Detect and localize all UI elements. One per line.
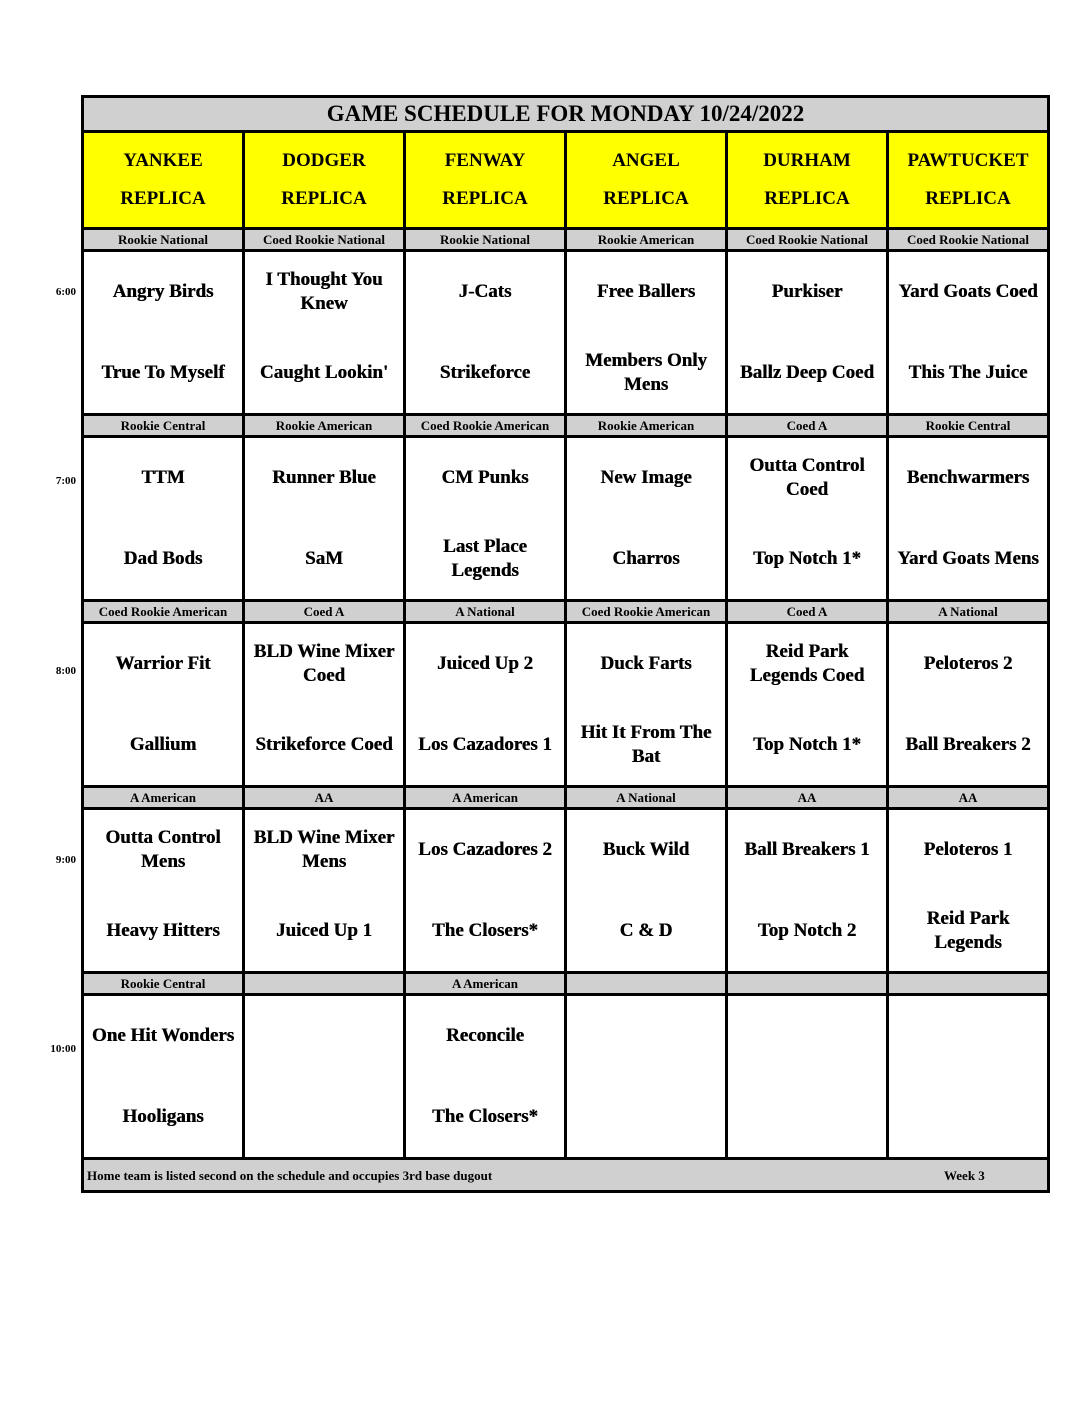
home-team: Strikeforce Coed	[255, 733, 393, 755]
game-cell	[567, 624, 725, 785]
game-row	[84, 996, 1047, 1157]
away-team	[567, 996, 725, 1077]
home-team: Gallium	[129, 733, 197, 755]
home-team: True To Myself	[101, 361, 225, 383]
division-label: AA	[889, 788, 1047, 807]
away-team: One Hit Wonders	[91, 1025, 235, 1047]
away-team: Angry Birds	[112, 281, 214, 303]
away-team	[728, 996, 886, 1077]
division-label	[889, 974, 1047, 993]
game-cell	[245, 810, 403, 971]
division-label: Rookie American	[567, 230, 725, 249]
home-team: Ball Breakers 2	[905, 733, 1031, 755]
week-label: Week 3	[944, 1168, 985, 1183]
away-team: Reconcile	[445, 1025, 525, 1047]
division-label: Rookie Central	[889, 416, 1047, 435]
away-team: J-Cats	[458, 281, 512, 303]
home-team: Los Cazadores 1	[418, 733, 552, 755]
game-row	[84, 438, 1047, 599]
game-cell	[728, 996, 886, 1157]
home-team: Caught Lookin'	[259, 361, 389, 383]
home-team: Charros	[612, 547, 680, 569]
division-label: A American	[406, 974, 564, 993]
away-team: I Thought You Knew	[265, 269, 383, 315]
field-subtitle: REPLICA	[281, 188, 367, 209]
division-label	[728, 974, 886, 993]
game-cell	[728, 252, 886, 413]
home-team: This The Juice	[908, 361, 1028, 383]
home-team: Juiced Up 1	[275, 919, 373, 941]
home-team	[889, 1077, 1047, 1158]
field-header-yankee	[84, 133, 242, 227]
schedule-footer	[84, 1160, 1047, 1190]
division-label: Coed Rookie National	[245, 230, 403, 249]
game-cell	[889, 252, 1047, 413]
time-label: 8:00	[55, 665, 76, 677]
game-cell	[406, 996, 564, 1157]
away-team: Outta Control Mens	[105, 827, 221, 873]
field-subtitle: REPLICA	[603, 188, 689, 209]
home-team: Heavy Hitters	[106, 919, 220, 941]
division-label: Coed Rookie American	[84, 602, 242, 621]
field-subtitle: REPLICA	[764, 188, 850, 209]
field-header-angel	[567, 133, 725, 227]
field-name: DODGER	[282, 150, 366, 171]
home-team	[728, 1077, 886, 1158]
home-team: Yard Goats Mens	[897, 547, 1039, 569]
game-cell	[889, 810, 1047, 971]
field-subtitle: REPLICA	[120, 188, 206, 209]
game-cell	[567, 252, 725, 413]
field-header-durham	[728, 133, 886, 227]
field-name: YANKEE	[123, 150, 203, 171]
home-team: Hooligans	[122, 1105, 204, 1127]
division-label: Rookie American	[567, 416, 725, 435]
field-name: FENWAY	[444, 150, 526, 171]
away-team: Benchwarmers	[906, 467, 1030, 489]
division-label: AA	[728, 788, 886, 807]
division-label: A National	[889, 602, 1047, 621]
time-label: 9:00	[55, 854, 76, 866]
away-team: BLD Wine Mixer Mens	[253, 827, 395, 873]
game-cell	[84, 438, 242, 599]
division-row	[84, 602, 1047, 621]
game-cell	[84, 624, 242, 785]
division-label: A National	[567, 788, 725, 807]
time-label: 7:00	[55, 475, 76, 487]
time-slots	[84, 230, 1047, 1157]
division-label: Coed Rookie National	[728, 230, 886, 249]
home-team: SaM	[305, 547, 343, 569]
division-label: A American	[406, 788, 564, 807]
away-team: Juiced Up 2	[436, 653, 534, 675]
game-cell	[406, 252, 564, 413]
division-label	[567, 974, 725, 993]
schedule-table	[81, 95, 1050, 1193]
game-cell	[84, 810, 242, 971]
home-team: The Closers*	[431, 919, 539, 941]
division-label: Rookie Central	[84, 974, 242, 993]
division-row	[84, 974, 1047, 993]
home-team: Top Notch 2	[757, 919, 857, 941]
home-team: Ballz Deep Coed	[739, 361, 875, 383]
division-label: Coed A	[245, 602, 403, 621]
home-team: Members Only Mens	[585, 349, 707, 395]
game-cell	[406, 438, 564, 599]
game-cell	[889, 624, 1047, 785]
home-team: Dad Bods	[123, 547, 203, 569]
division-label: Coed Rookie American	[567, 602, 725, 621]
away-team: Outta Control Coed	[749, 455, 865, 501]
home-team: Top Notch 1*	[752, 733, 862, 755]
away-team: Warrior Fit	[115, 653, 211, 675]
away-team: Runner Blue	[272, 467, 376, 489]
game-cell	[567, 438, 725, 599]
division-label: AA	[245, 788, 403, 807]
field-header-row	[84, 133, 1047, 227]
away-team: TTM	[141, 467, 185, 489]
away-team: Peloteros 2	[923, 653, 1013, 675]
away-team: Yard Goats Coed	[898, 281, 1038, 303]
division-row	[84, 230, 1047, 249]
game-cell	[245, 624, 403, 785]
home-team: Last Place Legends	[443, 535, 527, 581]
home-team: Reid Park Legends	[926, 907, 1010, 953]
home-team: Top Notch 1*	[752, 547, 862, 569]
away-team: Reid Park Legends Coed	[749, 641, 865, 687]
division-label: A National	[406, 602, 564, 621]
home-team: C & D	[619, 919, 673, 941]
field-header-dodger	[245, 133, 403, 227]
game-cell	[406, 624, 564, 785]
game-cell	[728, 438, 886, 599]
home-team	[567, 1077, 725, 1158]
division-label: Coed Rookie American	[406, 416, 564, 435]
division-label: Rookie National	[84, 230, 242, 249]
away-team: Los Cazadores 2	[418, 839, 552, 861]
away-team: New Image	[600, 467, 692, 489]
game-cell	[245, 438, 403, 599]
away-team: BLD Wine Mixer Coed	[253, 641, 395, 687]
division-label: Rookie American	[245, 416, 403, 435]
away-team: CM Punks	[441, 467, 529, 489]
division-row	[84, 788, 1047, 807]
away-team: Ball Breakers 1	[744, 839, 870, 861]
away-team: Purkiser	[771, 281, 843, 303]
away-team	[245, 996, 403, 1077]
game-cell	[567, 996, 725, 1157]
game-cell	[406, 810, 564, 971]
division-label: Coed Rookie National	[889, 230, 1047, 249]
game-cell	[889, 996, 1047, 1157]
field-subtitle: REPLICA	[925, 188, 1011, 209]
home-team: Hit It From The Bat	[580, 721, 712, 767]
division-label: Rookie National	[406, 230, 564, 249]
schedule-title: GAME SCHEDULE FOR MONDAY 10/24/2022	[84, 98, 1047, 130]
game-cell	[84, 996, 242, 1157]
division-label: Coed A	[728, 416, 886, 435]
division-label: Coed A	[728, 602, 886, 621]
time-label: 10:00	[50, 1043, 76, 1055]
game-row	[84, 252, 1047, 413]
field-header-pawtucket	[889, 133, 1047, 227]
field-name: PAWTUCKET	[907, 150, 1029, 171]
division-row	[84, 416, 1047, 435]
game-cell	[728, 810, 886, 971]
away-team: Duck Farts	[600, 653, 692, 675]
game-row	[84, 624, 1047, 785]
home-team-note: Home team is listed second on the schedule and occupies 3rd base dugout	[87, 1168, 493, 1183]
away-team: Peloteros 1	[923, 839, 1013, 861]
game-cell	[889, 438, 1047, 599]
game-cell	[245, 252, 403, 413]
time-label: 6:00	[55, 286, 76, 298]
game-row	[84, 810, 1047, 971]
home-team	[245, 1077, 403, 1158]
division-label: Rookie Central	[84, 416, 242, 435]
away-team	[889, 996, 1047, 1077]
game-cell	[567, 810, 725, 971]
game-cell	[245, 996, 403, 1157]
home-team: The Closers*	[431, 1105, 539, 1127]
field-name: ANGEL	[612, 150, 680, 171]
away-team: Buck Wild	[602, 839, 690, 861]
home-team: Strikeforce	[439, 361, 531, 383]
field-name: DURHAM	[763, 150, 851, 171]
field-header-fenway	[406, 133, 564, 227]
game-cell	[728, 624, 886, 785]
away-team: Free Ballers	[596, 281, 696, 303]
division-label: A American	[84, 788, 242, 807]
game-cell	[84, 252, 242, 413]
field-subtitle: REPLICA	[442, 188, 528, 209]
division-label	[245, 974, 403, 993]
